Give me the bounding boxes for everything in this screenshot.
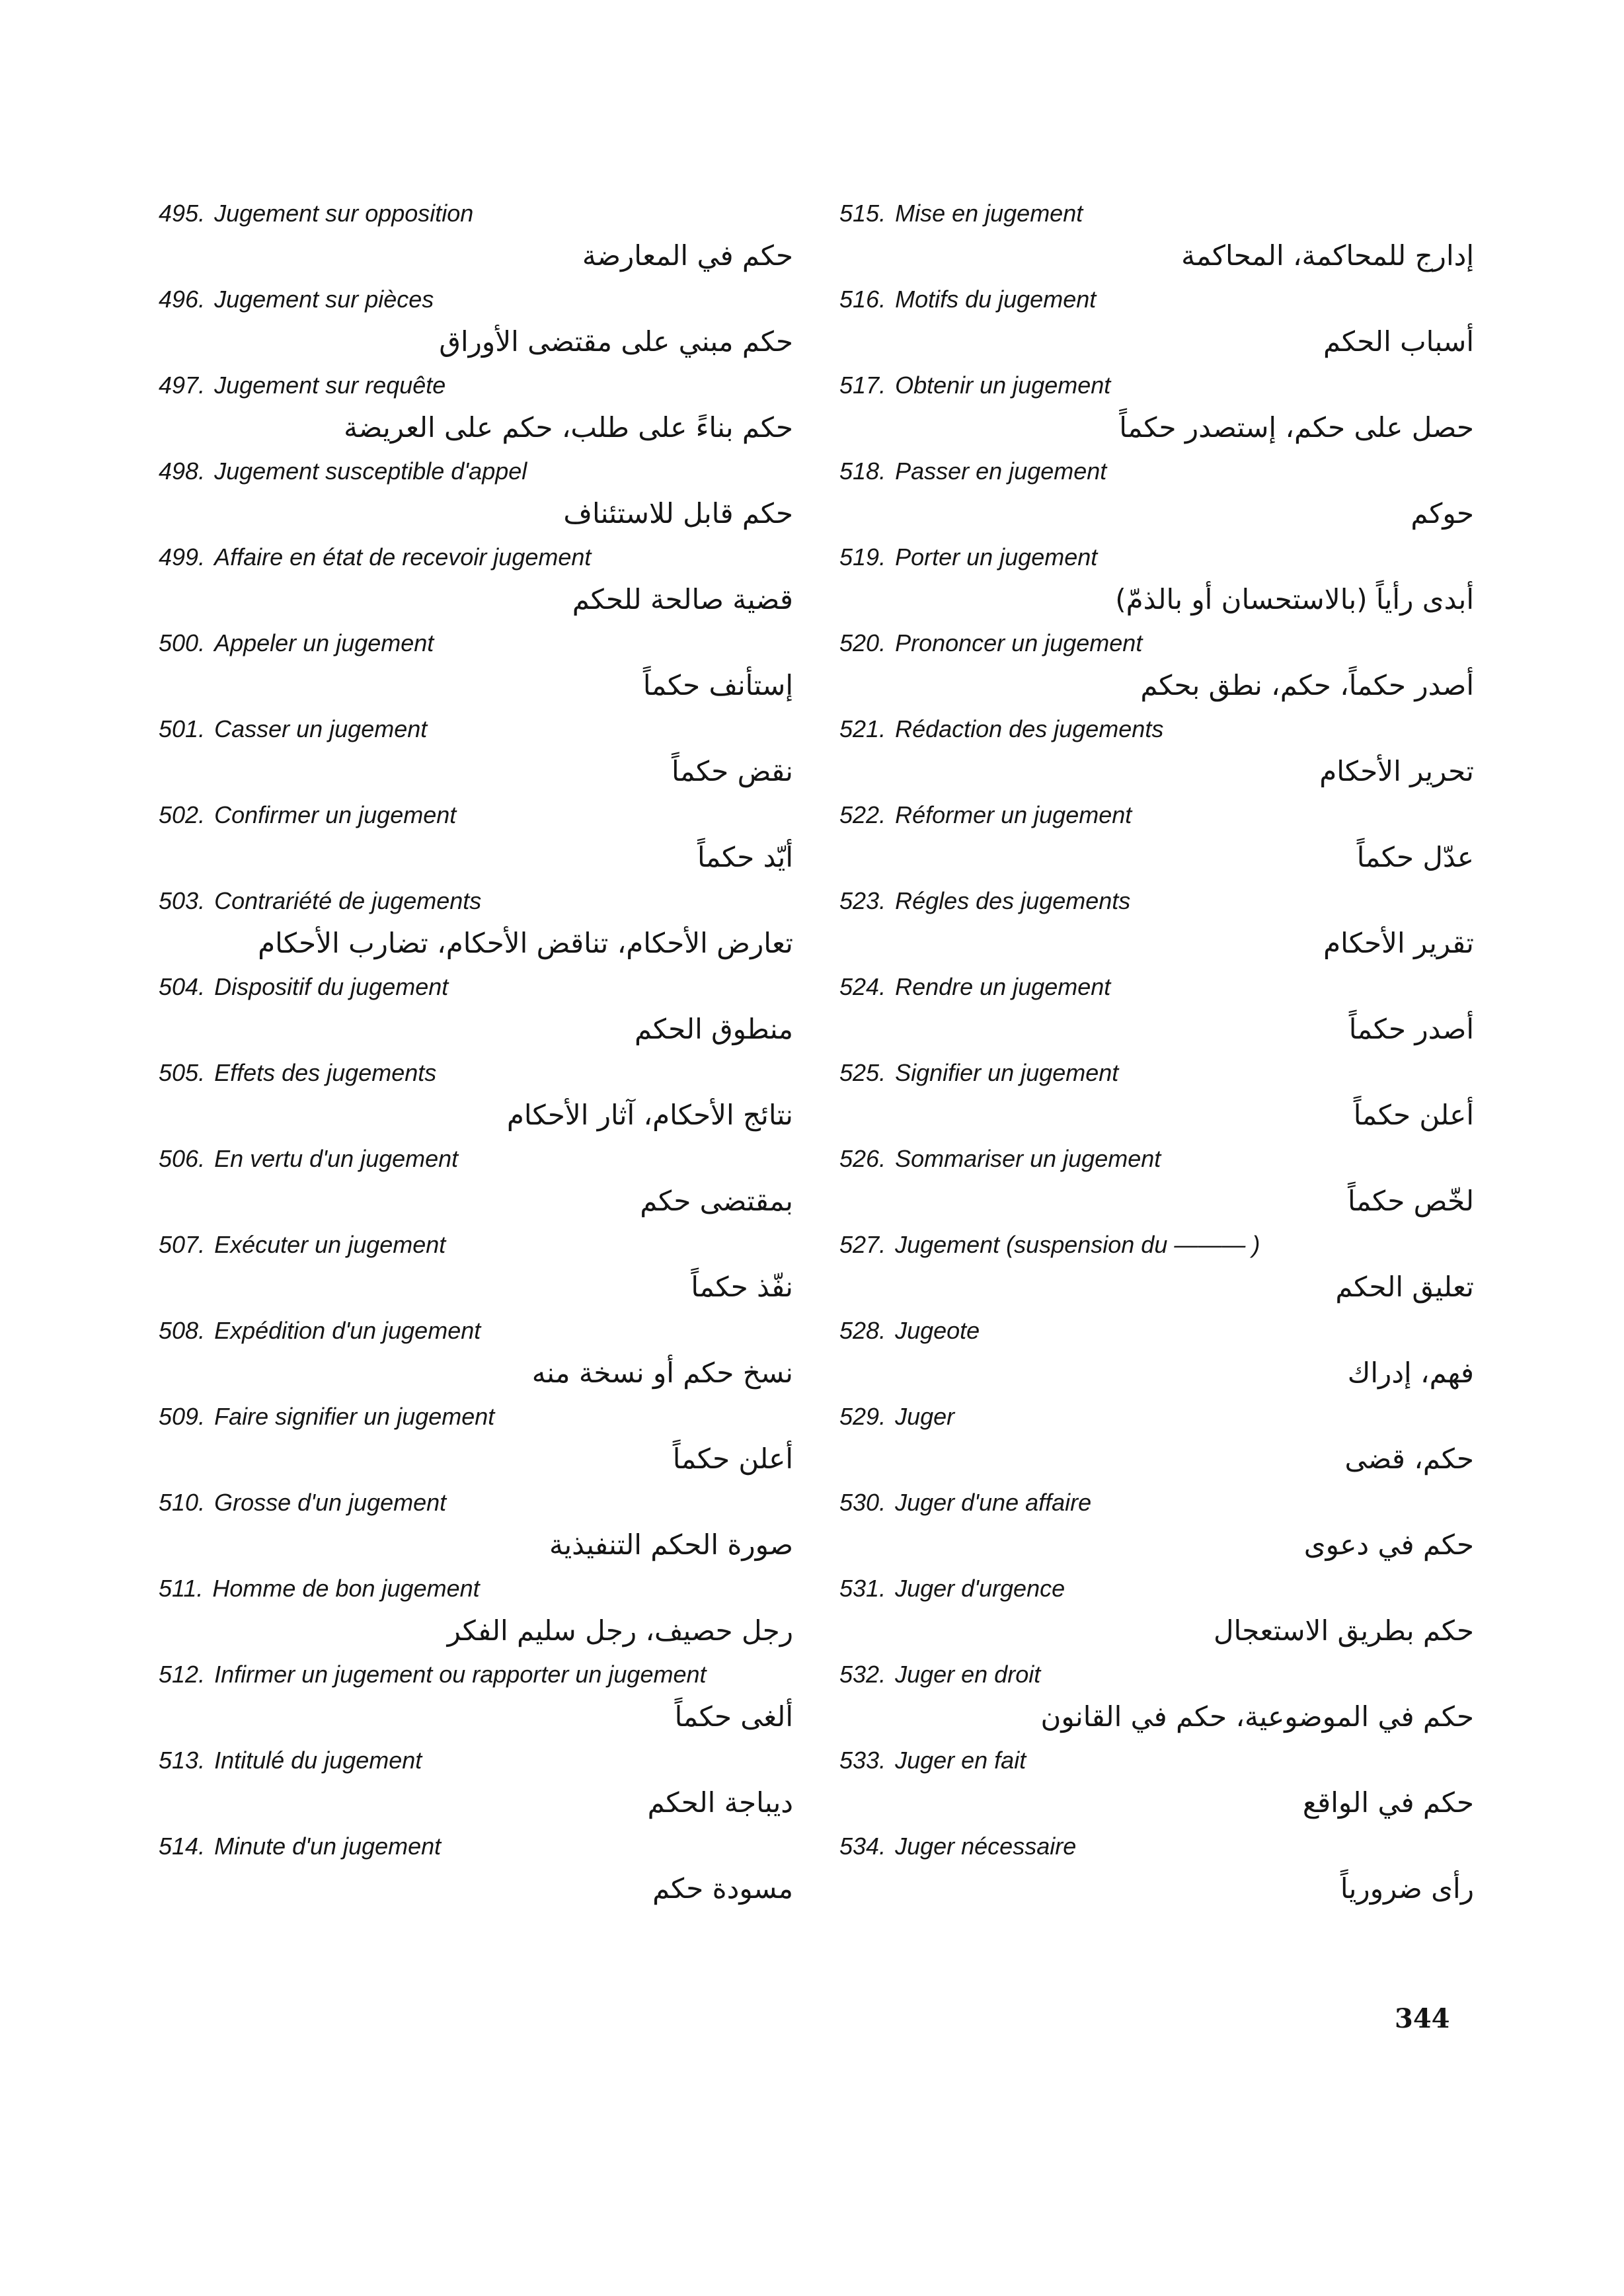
entry-arabic-translation: منطوق الحكم — [635, 1013, 793, 1045]
entry-number: 518. — [839, 457, 886, 485]
entry-number: 522. — [839, 801, 886, 828]
entry-arabic-translation: حوكم — [1411, 497, 1474, 530]
entry-french-term — [159, 1573, 480, 1604]
dictionary-entry — [159, 1831, 793, 1917]
dictionary-entry — [839, 1144, 1474, 1230]
entry-number: 531. — [839, 1575, 886, 1602]
entry-french-term — [159, 1144, 458, 1174]
entry-arabic-translation: لخّص حكماً — [1348, 1185, 1474, 1217]
entry-number: 514. — [159, 1833, 206, 1860]
entry-french-term — [159, 1487, 446, 1518]
entry-term-text: Jugement susceptible d'appel — [214, 457, 527, 485]
entry-number: 533. — [839, 1747, 886, 1774]
dictionary-entry — [839, 1230, 1474, 1316]
entry-french-term — [839, 1659, 1040, 1690]
dictionary-entry — [159, 628, 793, 714]
entry-term-text: Rédaction des jugements — [895, 715, 1164, 742]
dictionary-entry — [839, 886, 1474, 972]
entry-term-text: Jugement sur requête — [214, 372, 446, 399]
entry-french-term — [839, 972, 1110, 1002]
entry-arabic-translation: رأى ضرورياً — [1340, 1872, 1474, 1905]
entry-arabic-translation: حكم في الواقع — [1302, 1786, 1474, 1819]
entry-term-text: Faire signifier un jugement — [214, 1403, 495, 1430]
entry-french-term — [159, 1745, 422, 1776]
entry-french-term — [159, 284, 434, 315]
entry-number: 526. — [839, 1145, 886, 1172]
entry-french-term — [839, 284, 1096, 315]
entry-number: 497. — [159, 372, 206, 399]
entry-term-text: Mise en jugement — [895, 200, 1083, 227]
entry-arabic-translation: حكم، قضى — [1344, 1443, 1474, 1475]
entry-arabic-translation: أيّد حكماً — [697, 841, 793, 873]
dictionary-entry — [159, 1230, 793, 1316]
dictionary-entry — [839, 714, 1474, 800]
entry-arabic-translation: حكم في دعوى — [1303, 1528, 1474, 1561]
entry-french-term — [159, 542, 591, 573]
entry-term-text: Juger d'une affaire — [895, 1489, 1092, 1516]
entry-number: 498. — [159, 457, 206, 485]
entry-term-text: Dispositif du jugement — [214, 973, 449, 1000]
entry-arabic-translation: نتائج الأحكام، آثار الأحكام — [506, 1099, 793, 1131]
entry-arabic-translation: ديباجة الحكم — [647, 1786, 793, 1819]
entry-arabic-translation: أعلن حكماً — [1353, 1099, 1474, 1131]
entry-number: 529. — [839, 1403, 886, 1430]
entry-arabic-translation: حكم بطريق الاستعجال — [1213, 1614, 1474, 1647]
dictionary-entry — [159, 198, 793, 284]
entry-term-text: Affaire en état de recevoir jugement — [214, 543, 592, 571]
entry-french-term — [839, 370, 1110, 401]
entry-arabic-translation: حكم مبني على مقتضى الأوراق — [439, 325, 793, 358]
dictionary-entry — [839, 1487, 1474, 1573]
entry-number: 520. — [839, 629, 886, 656]
dictionary-entry — [159, 972, 793, 1058]
entry-number: 499. — [159, 543, 206, 571]
entry-arabic-translation: صورة الحكم التنفيذية — [549, 1528, 793, 1561]
entry-term-text: Infirmer un jugement ou rapporter un jugement — [214, 1661, 707, 1688]
entry-french-term — [839, 1144, 1161, 1174]
entry-french-term — [839, 1058, 1118, 1088]
entry-term-text: Obtenir un jugement — [895, 372, 1111, 399]
entry-french-term — [159, 714, 427, 744]
dictionary-entry — [159, 714, 793, 800]
entry-number: 501. — [159, 715, 206, 742]
entry-term-text: Jugeote — [895, 1317, 980, 1344]
entry-number: 496. — [159, 286, 206, 313]
entry-term-text: Casser un jugement — [214, 715, 428, 742]
entry-french-term — [839, 1316, 980, 1346]
dictionary-entry — [839, 1831, 1474, 1917]
dictionary-entry — [159, 1745, 793, 1831]
entry-term-text: Jugement (suspension du ——— ) — [895, 1231, 1260, 1258]
entry-number: 500. — [159, 629, 206, 656]
entry-arabic-translation: حكم قابل للاستئناف — [563, 497, 793, 530]
entry-term-text: Porter un jugement — [895, 543, 1098, 571]
dictionary-entry — [839, 1058, 1474, 1144]
entry-number: 517. — [839, 372, 886, 399]
entry-french-term — [839, 1831, 1076, 1862]
dictionary-entry — [159, 800, 793, 886]
entry-arabic-translation: تحرير الأحكام — [1319, 755, 1474, 787]
entry-number: 510. — [159, 1489, 206, 1516]
entry-arabic-translation: فهم، إدراك — [1347, 1357, 1474, 1389]
entry-term-text: Rendre un jugement — [895, 973, 1111, 1000]
entry-term-text: Jugement sur opposition — [214, 200, 474, 227]
entry-arabic-translation: إستأنف حكماً — [642, 669, 793, 701]
entry-term-text: Contrariété de jugements — [214, 887, 482, 914]
dictionary-entry — [159, 542, 793, 628]
dictionary-entry — [159, 1402, 793, 1487]
dictionary-entry — [839, 1402, 1474, 1487]
entry-arabic-translation: قضية صالحة للحكم — [572, 583, 793, 615]
entry-french-term — [159, 1402, 494, 1432]
entry-french-term — [839, 1230, 1260, 1260]
dictionary-entry — [839, 972, 1474, 1058]
entry-arabic-translation: أصدر حكماً — [1348, 1013, 1474, 1045]
entry-french-term — [159, 972, 448, 1002]
entry-arabic-translation: أسباب الحكم — [1323, 325, 1474, 358]
dictionary-entry — [839, 284, 1474, 370]
dictionary-entry — [839, 1316, 1474, 1402]
entry-number: 508. — [159, 1317, 206, 1344]
dictionary-entry — [159, 1487, 793, 1573]
entry-number: 495. — [159, 200, 206, 227]
entry-arabic-translation: نقض حكماً — [672, 755, 793, 787]
dictionary-entry — [159, 886, 793, 972]
entry-french-term — [839, 800, 1132, 830]
entry-arabic-translation: مسودة حكم — [652, 1872, 793, 1905]
entry-term-text: Expédition d'un jugement — [214, 1317, 481, 1344]
entry-term-text: Sommariser un jugement — [895, 1145, 1161, 1172]
entry-arabic-translation: عدّل حكماً — [1356, 841, 1474, 873]
entry-french-term — [159, 198, 473, 229]
entry-number: 519. — [839, 543, 886, 571]
entry-number: 523. — [839, 887, 886, 914]
entry-number: 530. — [839, 1489, 886, 1516]
entry-french-term — [839, 1402, 954, 1432]
dictionary-entry — [159, 1659, 793, 1745]
dictionary-entry — [839, 198, 1474, 284]
entry-french-term — [839, 1745, 1026, 1776]
entry-term-text: Motifs du jugement — [895, 286, 1097, 313]
entry-french-term — [159, 1058, 436, 1088]
entry-term-text: Prononcer un jugement — [895, 629, 1143, 656]
entry-arabic-translation: حكم في المعارضة — [582, 239, 793, 272]
left-column — [159, 198, 793, 1917]
entry-french-term — [159, 1659, 707, 1690]
dictionary-entry — [839, 370, 1474, 456]
entry-arabic-translation: حصل على حكم، إستصدر حكماً — [1119, 411, 1474, 444]
entry-term-text: En vertu d'un jugement — [214, 1145, 459, 1172]
entry-french-term — [159, 1316, 481, 1346]
entry-french-term — [159, 628, 434, 658]
entry-number: 525. — [839, 1059, 886, 1086]
entry-arabic-translation: حكم في الموضوعية، حكم في القانون — [1040, 1700, 1474, 1733]
entry-french-term — [839, 628, 1142, 658]
entry-number: 516. — [839, 286, 886, 313]
entry-french-term — [159, 886, 481, 916]
entry-arabic-translation: تعليق الحكم — [1335, 1271, 1474, 1303]
entry-term-text: Juger nécessaire — [895, 1833, 1077, 1860]
entry-number: 534. — [839, 1833, 886, 1860]
entry-term-text: Juger en fait — [895, 1747, 1026, 1774]
dictionary-entry — [839, 1659, 1474, 1745]
entry-number: 503. — [159, 887, 206, 914]
dictionary-entry — [159, 1058, 793, 1144]
entry-term-text: Réformer un jugement — [895, 801, 1132, 828]
entry-number: 507. — [159, 1231, 206, 1258]
entry-number: 532. — [839, 1661, 886, 1688]
entry-arabic-translation: أبدى رأياً (بالاستحسان أو بالذمّ) — [1115, 583, 1474, 615]
entry-term-text: Minute d'un jugement — [214, 1833, 442, 1860]
entry-number: 521. — [839, 715, 886, 742]
entry-french-term — [839, 714, 1163, 744]
entry-term-text: Juger en droit — [895, 1661, 1041, 1688]
entry-term-text: Effets des jugements — [214, 1059, 437, 1086]
entry-term-text: Exécuter un jugement — [214, 1231, 446, 1258]
entry-number: 509. — [159, 1403, 206, 1430]
dictionary-entry — [839, 628, 1474, 714]
entry-term-text: Signifier un jugement — [895, 1059, 1119, 1086]
entry-arabic-translation: بمقتضى حكم — [640, 1185, 793, 1217]
entry-term-text: Jugement sur pièces — [214, 286, 434, 313]
entry-arabic-translation: إدارج للمحاكمة، المحاكمة — [1181, 239, 1474, 272]
right-column — [839, 198, 1474, 1917]
entry-term-text: Intitulé du jugement — [214, 1747, 422, 1774]
entry-french-term — [839, 542, 1097, 573]
entry-number: 515. — [839, 200, 886, 227]
dictionary-entry — [839, 456, 1474, 542]
entry-french-term — [839, 886, 1130, 916]
dictionary-entry — [159, 370, 793, 456]
dictionary-entry — [159, 1144, 793, 1230]
entry-term-text: Passer en jugement — [895, 457, 1107, 485]
entry-number: 512. — [159, 1661, 206, 1688]
entry-number: 506. — [159, 1145, 206, 1172]
entry-term-text: Homme de bon jugement — [212, 1575, 480, 1602]
dictionary-entry — [839, 1573, 1474, 1659]
dictionary-entry — [839, 800, 1474, 886]
entry-arabic-translation: تقرير الأحكام — [1323, 927, 1474, 959]
entry-french-term — [839, 456, 1106, 487]
entry-term-text: Régles des jugements — [895, 887, 1131, 914]
dictionary-entry — [159, 1316, 793, 1402]
entry-french-term — [159, 1831, 441, 1862]
dictionary-entry — [159, 284, 793, 370]
dictionary-entry — [159, 1573, 793, 1659]
entry-french-term — [159, 1230, 445, 1260]
entry-french-term — [159, 456, 527, 487]
entry-french-term — [159, 800, 456, 830]
entry-number: 502. — [159, 801, 206, 828]
entry-french-term — [839, 198, 1083, 229]
entry-arabic-translation: أصدر حكماً، حكم، نطق بحكم — [1140, 669, 1474, 701]
entry-french-term — [159, 370, 445, 401]
dictionary-entry — [839, 542, 1474, 628]
entry-arabic-translation: نفّذ حكماً — [691, 1271, 793, 1303]
entry-term-text: Confirmer un jugement — [214, 801, 457, 828]
dictionary-entry — [839, 1745, 1474, 1831]
entry-french-term — [839, 1573, 1065, 1604]
entry-arabic-translation: حكم بناءً على طلب، حكم على العريضة — [344, 411, 793, 444]
entry-term-text: Juger — [895, 1403, 955, 1430]
entry-number: 527. — [839, 1231, 886, 1258]
entry-arabic-translation: رجل حصيف، رجل سليم الفكر — [447, 1614, 793, 1647]
page-number: 344 — [1395, 2003, 1450, 2034]
entry-arabic-translation: أعلن حكماً — [672, 1443, 793, 1475]
entry-term-text: Juger d'urgence — [895, 1575, 1065, 1602]
entry-term-text: Grosse d'un jugement — [214, 1489, 447, 1516]
entry-term-text: Appeler un jugement — [214, 629, 434, 656]
entry-number: 524. — [839, 973, 886, 1000]
entry-arabic-translation: تعارض الأحكام، تناقض الأحكام، تضارب الأحكام — [258, 927, 793, 959]
entry-number: 511. — [159, 1575, 204, 1602]
entry-arabic-translation: نسخ حكم أو نسخة منه — [531, 1357, 793, 1389]
entry-french-term — [839, 1487, 1091, 1518]
dictionary-entry — [159, 456, 793, 542]
entry-number: 504. — [159, 973, 206, 1000]
entry-number: 513. — [159, 1747, 206, 1774]
entry-number: 528. — [839, 1317, 886, 1344]
entry-number: 505. — [159, 1059, 206, 1086]
entry-arabic-translation: ألغى حكماً — [674, 1700, 793, 1733]
